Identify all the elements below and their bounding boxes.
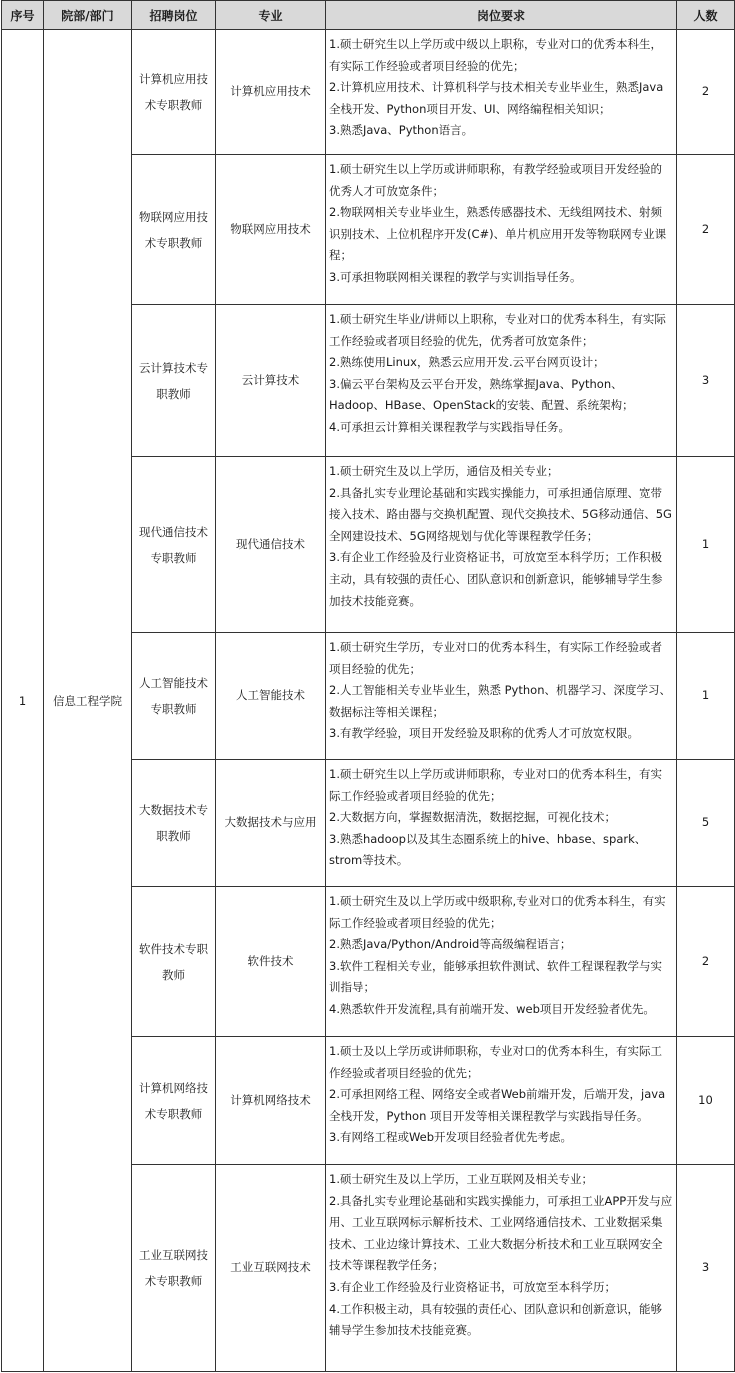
cell-requirements <box>326 633 677 760</box>
cell-requirements <box>326 1037 677 1165</box>
cell-count: 2 <box>677 30 735 155</box>
requirement-item: 2.可承担网络工程、网络安全或者Web前端开发，后端开发，java全栈开发，Python 项目开发等相关课程教学与实践指导任务。 <box>329 1087 666 1123</box>
requirement-item: 2.熟悉Java/Python/Android等高级编程语言； <box>329 937 572 952</box>
header-row <box>2 1 735 30</box>
requirement-item: 1.硕士研究生及以上学历，工业互联网及相关专业； <box>329 1172 593 1186</box>
requirement-item: 1.硕士研究生以上学历或讲师职称，有教学经验或项目开发经验的优秀人才可放宽条件； <box>329 162 662 198</box>
requirement-item: 2.物联网相关专业毕业生，熟悉传感器技术、无线组网技术、射频识别技术、上位机程序开发(C#)、单片机应用开发等物联网专业课程； <box>329 205 667 263</box>
cell-position: 计算机应用技术专职教师 <box>132 30 216 155</box>
header-position: 招聘岗位 <box>132 1 216 30</box>
requirement-item: 2.熟练使用Linux，熟悉云应用开发.云平台网页设计； <box>329 355 605 370</box>
requirement-item: 2.具备扎实专业理论基础和实践实操能力，可承担工业APP开发与应用、工业互联网标示解析技术、工业网络通信技术、工业数据采集技术、工业边缘计算技术、工业大数据分析技术和工业互联网安全技术等课程教学任务； <box>329 1193 673 1273</box>
recruitment-table <box>1 0 735 1372</box>
cell-major: 人工智能技术 <box>216 633 326 760</box>
requirement-item: 3.软件工程相关专业，能够承担软件测试、软件工程课程教学与实训指导； <box>329 958 662 995</box>
requirement-item: 1.硕士研究生以上学历或中级以上职称，专业对口的优秀本科生，有实际工作经验或者项目经验的优先； <box>329 37 662 73</box>
header-seq: 序号 <box>2 1 44 30</box>
requirement-item: 2.计算机应用技术、计算机科学与技术相关专业毕业生，熟悉Java全栈开发、Python项目开发、UI、网络编程相关知识； <box>329 80 664 116</box>
cell-count: 5 <box>677 760 735 887</box>
cell-major: 大数据技术与应用 <box>216 760 326 887</box>
cell-count: 3 <box>677 305 735 457</box>
cell-requirements <box>326 457 677 633</box>
requirement-item: 4.工作积极主动，具有较强的责任心、团队意识和创新意识，能够辅导学生参加技术技能竞赛。 <box>329 1301 662 1338</box>
cell-major: 云计算技术 <box>216 305 326 457</box>
requirement-item: 3.偏云平台架构及云平台开发，熟练掌握Java、Python、Hadoop、HBase、OpenStack的安装、配置、系统架构； <box>329 376 634 413</box>
header-major: 专业 <box>216 1 326 30</box>
cell-count: 2 <box>677 887 735 1037</box>
cell-requirements <box>326 305 677 457</box>
cell-position: 物联网应用技术专职教师 <box>132 155 216 305</box>
requirement-item: 1.硕士研究生毕业/讲师以上职称，专业对口的优秀本科生，有实际工作经验或者项目经验的优先，优秀者可放宽条件； <box>329 312 666 348</box>
cell-major: 计算机应用技术 <box>216 30 326 155</box>
header-dept: 院部/部门 <box>44 1 132 30</box>
cell-position: 云计算技术专职教师 <box>132 305 216 457</box>
cell-requirements <box>326 887 677 1037</box>
requirement-item: 4.熟悉软件开发流程,具有前端开发、web项目开发经验者优先。 <box>329 1001 655 1016</box>
cell-position: 大数据技术专职教师 <box>132 760 216 887</box>
cell-major: 工业互联网技术 <box>216 1165 326 1372</box>
requirement-item: 3.有企业工作经验及行业资格证书，可放宽至本科学历； <box>329 1279 616 1294</box>
cell-position: 软件技术专职教师 <box>132 887 216 1037</box>
cell-requirements <box>326 1165 677 1372</box>
requirement-item: 2.具备扎实专业理论基础和实践实操能力，可承担通信原理、宽带接入技术、路由器与交换机配置、现代交换技术、5G移动通信、5G全网建设技术、5G网络规划与优化等课程教学任务； <box>329 485 672 543</box>
cell-dept: 信息工程学院 <box>44 30 132 1372</box>
requirement-item: 3.可承担物联网相关课程的教学与实训指导任务。 <box>329 269 582 284</box>
cell-major: 物联网应用技术 <box>216 155 326 305</box>
requirement-item: 1.硕士及以上学历或讲师职称，专业对口的优秀本科生，有实际工作经验或者项目经验的优先； <box>329 1044 662 1080</box>
requirement-item: 3.有教学经验，项目开发经验及职称的优秀人才可放宽权限。 <box>329 726 639 741</box>
cell-major: 现代通信技术 <box>216 457 326 633</box>
requirement-item: 3.有企业工作经验及行业资格证书，可放宽至本科学历；工作积极主动，具有较强的责任心、团队意识和创新意识，能够辅导学生参加技术技能竞赛。 <box>329 550 663 608</box>
cell-count: 1 <box>677 457 735 633</box>
cell-position: 计算机网络技术专职教师 <box>132 1037 216 1165</box>
table-row <box>2 30 735 155</box>
cell-seq: 1 <box>2 30 44 1372</box>
requirement-item: 4.可承担云计算相关课程教学与实践指导任务。 <box>329 419 570 434</box>
requirement-item: 3.有网络工程或Web开发项目经验者优先考虑。 <box>329 1130 573 1145</box>
cell-count: 2 <box>677 155 735 305</box>
cell-requirements <box>326 155 677 305</box>
cell-position: 工业互联网技术专职教师 <box>132 1165 216 1372</box>
cell-position: 人工智能技术专职教师 <box>132 633 216 760</box>
cell-count: 10 <box>677 1037 735 1165</box>
header-count: 人数 <box>677 1 735 30</box>
requirement-item: 2.大数据方向，掌握数据清洗，数据挖掘，可视化技术； <box>329 810 616 825</box>
requirement-item: 1.硕士研究生及以上学历或中级职称,专业对口的优秀本科生，有实际工作经验或者项目经验的优先； <box>329 894 666 930</box>
cell-count: 3 <box>677 1165 735 1372</box>
requirement-item: 2.人工智能相关专业毕业生，熟悉 Python、机器学习、深度学习、数据标注等相关课程； <box>329 683 671 719</box>
cell-requirements <box>326 760 677 887</box>
cell-major: 计算机网络技术 <box>216 1037 326 1165</box>
cell-requirements <box>326 30 677 155</box>
requirement-item: 3.熟悉hadoop以及其生态圈系统上的hive、hbase、spark、strom等技术。 <box>329 831 647 868</box>
requirement-item: 1.硕士研究生及以上学历，通信及相关专业； <box>329 464 559 478</box>
requirement-item: 1.硕士研究生以上学历或讲师职称，专业对口的优秀本科生，有实际工作经验或者项目经验的优先； <box>329 767 662 803</box>
requirement-item: 1.硕士研究生学历，专业对口的优秀本科生，有实际工作经验或者项目经验的优先； <box>329 640 662 676</box>
cell-position: 现代通信技术专职教师 <box>132 457 216 633</box>
header-requirements: 岗位要求 <box>326 1 677 30</box>
requirement-item: 3.熟悉Java、Python语言。 <box>329 123 474 138</box>
cell-count: 1 <box>677 633 735 760</box>
cell-major: 软件技术 <box>216 887 326 1037</box>
